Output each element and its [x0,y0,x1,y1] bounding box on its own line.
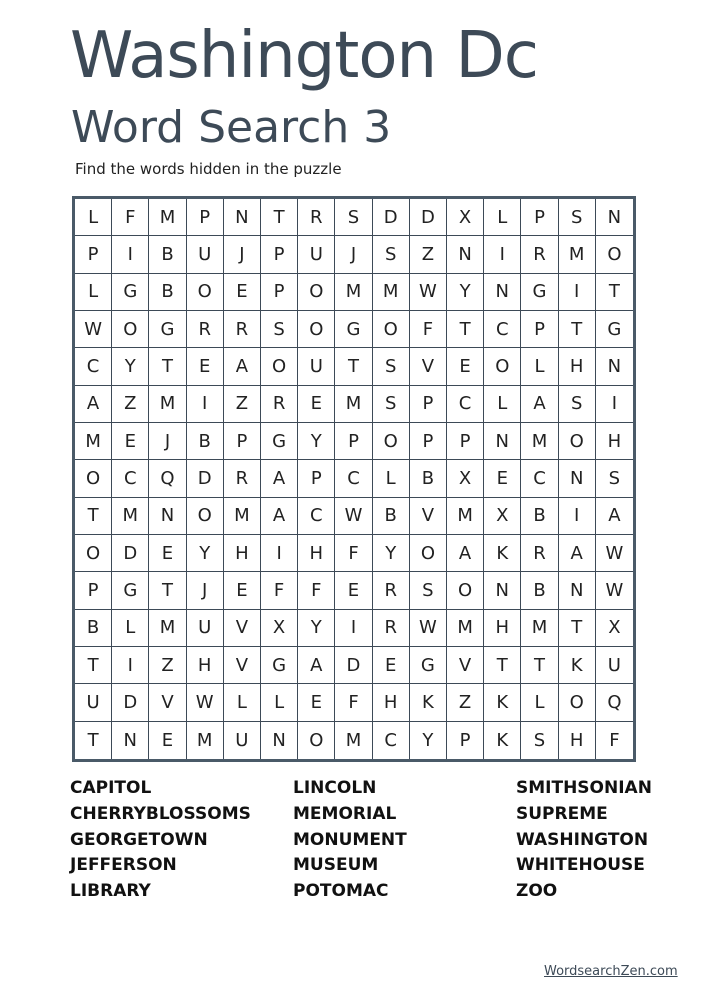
grid-cell[interactable]: A [261,460,298,497]
grid-cell[interactable]: H [596,423,633,460]
word-list-item: SMITHSONIAN [516,778,652,798]
grid-cell[interactable]: S [261,311,298,348]
grid-cell[interactable]: N [596,199,633,236]
grid-cell[interactable]: A [75,386,112,423]
grid-cell[interactable]: N [112,722,149,759]
grid-cell[interactable]: I [335,610,372,647]
word-list-column [516,776,676,905]
word-list-item: WHITEHOUSE [516,855,645,876]
grid-cell[interactable]: R [261,386,298,423]
grid-cell[interactable]: B [410,460,447,497]
grid-cell[interactable]: E [373,647,410,684]
grid-cell[interactable]: M [447,610,484,647]
grid-cell[interactable]: C [447,386,484,423]
grid-cell[interactable]: Y [298,423,335,460]
word-list-column [70,776,293,905]
grid-cell[interactable]: A [559,535,596,572]
grid-cell[interactable]: B [373,498,410,535]
grid-cell[interactable]: A [521,386,558,423]
grid-cell[interactable]: W [596,535,633,572]
grid-cell[interactable]: H [484,610,521,647]
grid-cell[interactable]: T [149,572,186,609]
grid-cell[interactable]: M [559,236,596,273]
grid-cell[interactable]: X [447,460,484,497]
grid-cell[interactable]: J [224,236,261,273]
grid-cell[interactable]: I [484,236,521,273]
grid-cell[interactable]: S [373,348,410,385]
grid-cell[interactable]: G [521,274,558,311]
grid-cell[interactable]: N [224,199,261,236]
grid-cell[interactable]: M [521,610,558,647]
grid-cell[interactable]: H [559,348,596,385]
grid-cell[interactable]: U [75,684,112,721]
grid-cell[interactable]: J [149,423,186,460]
grid-cell[interactable]: P [335,423,372,460]
grid-cell[interactable]: M [335,274,372,311]
grid-cell[interactable]: S [559,386,596,423]
grid-cell[interactable]: E [484,460,521,497]
grid-cell[interactable]: Y [112,348,149,385]
grid-cell[interactable]: D [112,535,149,572]
grid-cell[interactable]: R [521,535,558,572]
grid-cell[interactable]: F [609,729,620,751]
grid-cell[interactable]: E [298,386,335,423]
grid-cell[interactable]: F [261,572,298,609]
grid-cell[interactable]: M [112,498,149,535]
grid-cell[interactable]: E [447,348,484,385]
grid-cell[interactable]: B [75,610,112,647]
grid-cell[interactable]: L [521,684,558,721]
grid-cell[interactable]: B [149,274,186,311]
grid-cell[interactable]: M [149,610,186,647]
word-list-item: MONUMENT [293,829,407,850]
grid-cell[interactable]: R [224,460,261,497]
grid-cell[interactable]: P [521,311,558,348]
grid-cell[interactable]: S [335,199,372,236]
grid-cell[interactable]: U [187,610,224,647]
grid-cell[interactable]: W [410,610,447,647]
grid-cell[interactable]: B [521,572,558,609]
grid-cell[interactable]: G [149,311,186,348]
grid-cell[interactable]: L [112,610,149,647]
grid-cell[interactable]: N [484,572,521,609]
grid-cell[interactable]: L [224,684,261,721]
grid-cell[interactable]: D [373,199,410,236]
grid-cell[interactable]: M [224,498,261,535]
grid-cell[interactable]: X [484,498,521,535]
grid-cell[interactable]: P [521,199,558,236]
grid-cell[interactable]: G [410,647,447,684]
grid-cell[interactable]: E [149,535,186,572]
grid-cell[interactable]: D [112,684,149,721]
grid-cell[interactable]: X [261,610,298,647]
grid-cell[interactable]: M [373,274,410,311]
grid-cell[interactable]: L [261,684,298,721]
grid-cell[interactable]: E [298,684,335,721]
grid-cell[interactable]: E [112,423,149,460]
grid-cell[interactable]: J [187,572,224,609]
grid-cell[interactable]: Y [187,535,224,572]
grid-cell[interactable]: I [559,274,596,311]
grid-cell[interactable]: Y [447,274,484,311]
grid-cell[interactable]: D [187,460,224,497]
word-list-item: MUSEUM [293,855,379,876]
grid-cell[interactable]: V [410,348,447,385]
grid-cell[interactable]: A [261,498,298,535]
grid-cell[interactable]: O [373,423,410,460]
word-list-item: JEFFERSON [70,855,177,876]
word-list-item: LIBRARY [70,881,151,902]
grid-cell[interactable]: N [484,423,521,460]
grid-cell[interactable]: S [410,572,447,609]
grid-cell[interactable]: A [298,647,335,684]
grid-cell[interactable]: Z [447,684,484,721]
grid-cell[interactable]: F [298,572,335,609]
grid-cell[interactable]: M [447,498,484,535]
grid-cell[interactable]: S [596,460,633,497]
grid-cell[interactable]: O [112,311,149,348]
grid-cell[interactable]: V [447,647,484,684]
grid-cell[interactable]: N [149,498,186,535]
grid-cell[interactable]: L [75,199,112,236]
grid-cell[interactable]: T [521,647,558,684]
grid-cell[interactable]: K [410,684,447,721]
grid-cell[interactable]: L [75,274,112,311]
grid-cell[interactable]: G [261,423,298,460]
grid-cell[interactable]: F [410,311,447,348]
grid-cell[interactable]: O [187,274,224,311]
grid-cell[interactable]: C [298,498,335,535]
grid-cell[interactable]: N [559,460,596,497]
grid-cell[interactable]: G [261,647,298,684]
grid-cell[interactable]: P [261,236,298,273]
grid-cell[interactable]: G [112,274,149,311]
word-list-item: CHERRYBLOSSOMS [70,803,251,824]
grid-cell[interactable]: U [298,236,335,273]
grid-cell[interactable]: M [149,386,186,423]
grid-cell[interactable]: O [75,535,112,572]
grid-cell[interactable]: N [261,722,298,759]
grid-cell[interactable]: P [410,386,447,423]
grid-cell[interactable]: Y [373,535,410,572]
grid-cell[interactable]: U [298,348,335,385]
grid-cell[interactable]: T [596,274,633,311]
grid-cell[interactable]: F [112,199,149,236]
word-list-item: MEMORIAL [293,803,397,824]
grid-cell[interactable]: C [335,460,372,497]
grid-cell[interactable]: C [373,722,410,759]
grid-cell[interactable]: W [596,572,633,609]
grid-cell[interactable]: O [373,311,410,348]
grid-cell[interactable]: E [224,572,261,609]
page-subtitle-title: Word Search 3 [71,102,392,153]
grid-cell[interactable]: O [410,535,447,572]
grid-cell[interactable]: F [335,684,372,721]
grid-cell[interactable]: N [484,274,521,311]
grid-cell[interactable]: V [224,647,261,684]
grid-cell[interactable]: D [335,647,372,684]
grid-cell[interactable]: K [484,535,521,572]
grid-cell[interactable]: R [521,236,558,273]
grid-cell[interactable]: R [224,311,261,348]
grid-cell[interactable]: W [335,498,372,535]
grid-cell[interactable]: M [521,423,558,460]
grid-cell[interactable]: A [224,348,261,385]
grid-cell[interactable]: H [224,535,261,572]
grid-cell[interactable]: P [410,423,447,460]
grid-cell[interactable]: V [410,498,447,535]
grid-cell[interactable]: O [298,722,335,759]
grid-cell[interactable]: O [261,348,298,385]
grid-cell[interactable]: O [75,460,112,497]
grid-cell[interactable]: C [75,348,112,385]
grid-cell[interactable]: R [373,610,410,647]
word-list-item: SUPREME [516,803,608,824]
grid-cell[interactable]: O [298,274,335,311]
grid-cell[interactable]: K [484,722,521,759]
grid-cell[interactable]: E [224,274,261,311]
footer-link[interactable]: WordsearchZen.com [544,964,678,979]
grid-cell[interactable]: Q [596,684,633,721]
grid-cell[interactable]: O [559,684,596,721]
grid-cell[interactable]: N [559,572,596,609]
grid-cell[interactable]: U [187,236,224,273]
grid-cell[interactable]: G [596,311,633,348]
grid-cell[interactable]: T [261,199,298,236]
grid-cell[interactable]: I [261,535,298,572]
grid-cell[interactable]: Z [224,386,261,423]
grid-cell[interactable]: Y [410,722,447,759]
grid-cell[interactable]: L [373,460,410,497]
grid-cell[interactable]: M [149,199,186,236]
grid-cell[interactable]: P [75,236,112,273]
grid-cell[interactable]: W [410,274,447,311]
grid-cell[interactable]: W [187,684,224,721]
grid-cell[interactable]: P [298,460,335,497]
word-list-item: CAPITOL [70,778,152,798]
grid-cell[interactable]: H [559,722,596,759]
word-list-item: LINCOLN [293,778,377,798]
grid-cell[interactable]: O [484,348,521,385]
grid-cell[interactable]: I [596,386,633,423]
grid-cell[interactable]: P [447,722,484,759]
grid-cell[interactable]: V [224,610,261,647]
grid-cell[interactable]: T [335,348,372,385]
grid-cell[interactable]: G [112,572,149,609]
grid-cell[interactable]: I [559,498,596,535]
grid-cell[interactable]: I [187,386,224,423]
grid-cell[interactable]: Z [410,236,447,273]
grid-cell[interactable]: B [187,423,224,460]
grid-cell[interactable]: X [447,199,484,236]
grid-cell[interactable]: F [335,535,372,572]
grid-cell[interactable]: S [373,236,410,273]
grid-cell[interactable]: B [521,498,558,535]
grid-cell[interactable]: P [224,423,261,460]
grid-cell[interactable]: T [559,311,596,348]
grid-cell[interactable]: T [559,610,596,647]
grid-cell[interactable]: I [112,236,149,273]
grid-cell[interactable]: R [298,199,335,236]
page-title: Washington Dc [70,19,538,93]
grid-cell[interactable]: S [521,722,558,759]
grid-cell[interactable]: U [224,722,261,759]
grid-cell[interactable]: L [484,199,521,236]
word-list-item: ZOO [516,881,558,902]
grid-cell[interactable]: G [335,311,372,348]
word-list-item: POTOMAC [293,881,389,902]
grid-cell[interactable]: N [447,236,484,273]
grid-cell[interactable]: B [149,236,186,273]
grid-cell[interactable]: J [335,236,372,273]
grid-cell[interactable]: U [596,647,633,684]
word-list-item: GEORGETOWN [70,829,208,850]
grid-cell[interactable]: N [596,348,633,385]
grid-cell[interactable]: Z [112,386,149,423]
grid-cell[interactable]: H [298,535,335,572]
word-list-column [293,776,516,905]
grid-cell[interactable]: Y [298,610,335,647]
grid-cell[interactable]: O [187,498,224,535]
grid-cell[interactable]: A [447,535,484,572]
grid-cell[interactable]: T [75,647,112,684]
grid-cell[interactable]: O [559,423,596,460]
grid-cell[interactable]: P [261,274,298,311]
grid-cell[interactable]: O [298,311,335,348]
grid-cell[interactable]: L [484,386,521,423]
grid-cell[interactable]: T [75,722,112,759]
grid-cell[interactable]: P [75,572,112,609]
instructions: Find the words hidden in the puzzle [75,160,342,178]
grid-cell[interactable]: P [447,423,484,460]
grid-cell[interactable]: T [149,348,186,385]
grid-cell[interactable]: E [187,348,224,385]
grid-cell[interactable]: C [112,460,149,497]
grid-cell[interactable]: E [335,572,372,609]
grid-cell[interactable]: O [447,572,484,609]
grid-cell[interactable]: Z [149,647,186,684]
grid-cell[interactable]: T [484,647,521,684]
grid-cell[interactable]: M [335,386,372,423]
grid-cell[interactable]: R [373,572,410,609]
grid-cell[interactable]: T [75,498,112,535]
grid-cell[interactable]: S [559,199,596,236]
grid-cell[interactable]: I [112,647,149,684]
grid-cell[interactable]: E [149,722,186,759]
grid-cell[interactable]: A [596,498,633,535]
puzzle-grid [75,199,633,759]
grid-cell[interactable]: O [596,236,633,273]
grid-cell[interactable]: K [559,647,596,684]
grid-cell[interactable]: C [484,311,521,348]
grid-cell[interactable]: M [187,722,224,759]
grid-cell[interactable]: X [596,610,633,647]
grid-cell[interactable]: H [373,684,410,721]
grid-cell[interactable]: P [187,199,224,236]
grid-cell[interactable]: M [75,423,112,460]
grid-cell[interactable]: T [447,311,484,348]
word-list-item: WASHINGTON [516,829,649,850]
grid-cell[interactable]: M [335,722,372,759]
grid-cell[interactable]: C [521,460,558,497]
grid-cell[interactable]: L [521,348,558,385]
grid-cell[interactable]: W [75,311,112,348]
grid-cell[interactable]: D [410,199,447,236]
grid-cell[interactable]: Q [149,460,186,497]
grid-cell[interactable]: S [373,386,410,423]
grid-cell[interactable]: V [149,684,186,721]
grid-cell[interactable]: K [484,684,521,721]
puzzle-grid-frame [72,196,636,762]
word-list [70,776,670,905]
grid-cell[interactable]: H [187,647,224,684]
grid-cell[interactable]: R [187,311,224,348]
